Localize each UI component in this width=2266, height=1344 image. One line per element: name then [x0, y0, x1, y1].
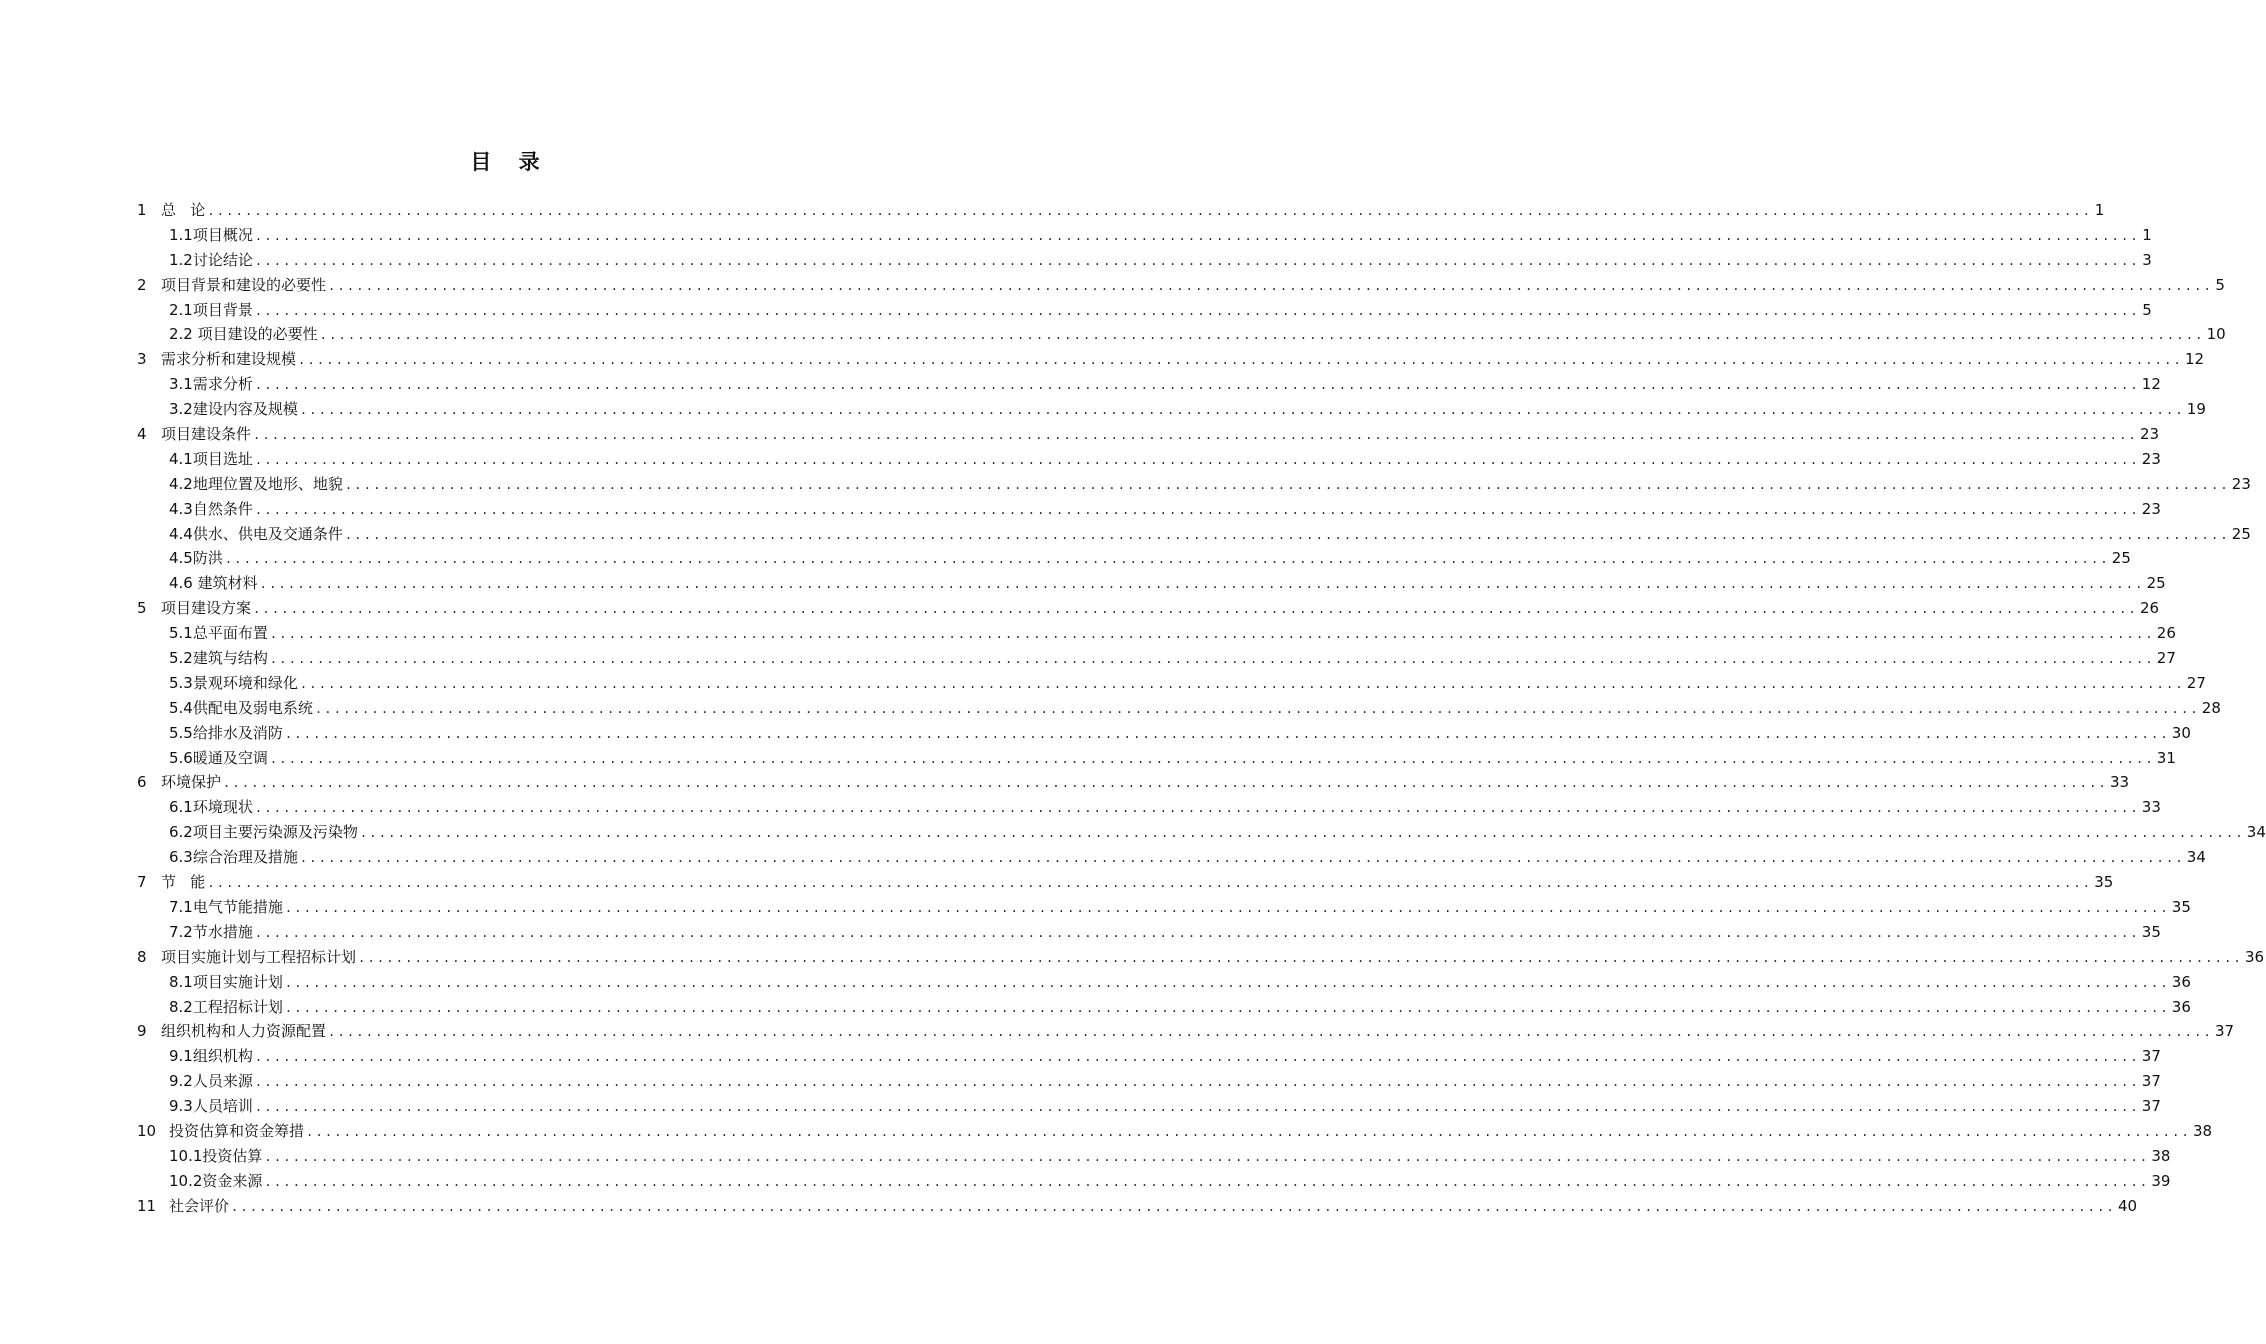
toc-leader-dots: ........................................................................................................................................................................................................ — [254, 303, 2140, 318]
toc-entry-title: 工程招标计划 — [192, 997, 283, 1016]
toc-entry-number: 5.1 — [169, 624, 193, 643]
toc-entry-number: 6 — [137, 773, 147, 792]
toc-section-entry[interactable] — [137, 746, 2176, 771]
toc-entry-number: 8 — [137, 947, 147, 966]
toc-entry-number: 6.2 — [169, 823, 193, 842]
toc-page-number: 19 — [2186, 400, 2206, 419]
toc-leader-dots: ........................................................................................................................................................................................................ — [358, 950, 2243, 965]
toc-entry-title: 人员培训 — [192, 1097, 253, 1116]
toc-entry-number: 4.3 — [169, 499, 193, 518]
toc-entry-title: 环境现状 — [192, 798, 253, 817]
toc-leader-dots: ........................................................................................................................................................................................................ — [254, 378, 2140, 393]
toc-section-entry[interactable] — [137, 795, 2161, 820]
toc-page-number: 23 — [2141, 449, 2161, 468]
toc-section-entry[interactable] — [137, 696, 2221, 721]
toc-section-entry[interactable] — [137, 397, 2206, 422]
toc-section-entry[interactable] — [137, 995, 2191, 1020]
toc-page-number: 26 — [2156, 624, 2176, 643]
toc-entry-number: 9.1 — [169, 1047, 193, 1066]
toc-entry-title: 自然条件 — [192, 499, 253, 518]
toc-chapter-entry[interactable] — [137, 422, 2160, 447]
toc-entry-title: 防洪 — [192, 549, 223, 568]
toc-leader-dots: ........................................................................................................................................................................................................ — [284, 726, 2170, 741]
toc-entry-title: 建筑材料 — [192, 574, 258, 593]
toc-section-entry[interactable] — [137, 522, 2251, 547]
toc-leader-dots: ........................................................................................................................................................................................................ — [306, 1124, 2191, 1139]
toc-chapter-entry[interactable] — [137, 198, 2105, 223]
toc-entry-title: 项目实施计划 — [192, 972, 283, 991]
toc-page-number: 33 — [2109, 773, 2130, 792]
toc-leader-dots: ........................................................................................................................................................................................................ — [284, 900, 2170, 915]
toc-leader-dots: ........................................................................................................................................................................................................ — [264, 1149, 2150, 1164]
toc-section-entry[interactable] — [137, 546, 2131, 571]
toc-section-entry[interactable] — [137, 497, 2161, 522]
toc-entry-title: 社会评价 — [169, 1196, 230, 1215]
toc-section-entry[interactable] — [137, 298, 2152, 323]
toc-section-entry[interactable] — [137, 621, 2176, 646]
toc-entry-title: 需求分析 — [192, 375, 253, 394]
toc-page-number: 30 — [2171, 723, 2191, 742]
toc-page-number: 27 — [2186, 673, 2206, 692]
toc-entry-title: 人员来源 — [192, 1072, 253, 1091]
toc-entry-title: 项目概况 — [192, 225, 253, 244]
toc-page-number: 34 — [2246, 823, 2266, 842]
toc-section-entry[interactable] — [137, 248, 2152, 273]
toc-page-number: 39 — [2151, 1171, 2171, 1190]
toc-entry-title: 环境保护 — [161, 773, 222, 792]
toc-entry-title: 供配电及弱电系统 — [192, 698, 313, 717]
toc-page-number: 35 — [2171, 897, 2191, 916]
toc-entry-number: 3 — [137, 350, 147, 369]
toc-page-number: 5 — [2215, 275, 2225, 294]
toc-leader-dots: ........................................................................................................................................................................................................ — [254, 228, 2140, 243]
toc-section-entry[interactable] — [137, 1169, 2171, 1194]
toc-leader-dots: ........................................................................................................................................................................................................ — [254, 925, 2140, 940]
toc-page-number: 12 — [2141, 375, 2161, 394]
toc-entry-title: 资金来源 — [202, 1171, 263, 1190]
toc-leader-dots: ........................................................................................................................................................................................................ — [319, 328, 2205, 343]
toc-entry-number: 2.1 — [169, 300, 193, 319]
toc-entry-number: 4 — [137, 425, 147, 444]
toc-page-number: 3 — [2142, 250, 2152, 269]
toc-entry-number: 5 — [137, 599, 147, 618]
toc-entry-number: 4.1 — [169, 449, 193, 468]
toc-leader-dots: ........................................................................................................................................................................................................ — [344, 477, 2230, 492]
toc-entry-title: 组织机构和人力资源配置 — [161, 1022, 327, 1041]
toc-entry-number: 4.4 — [169, 524, 193, 543]
toc-leader-dots: ........................................................................................................................................................................................................ — [254, 1050, 2140, 1065]
toc-chapter-entry[interactable] — [137, 870, 2114, 895]
toc-entry-number: 10.2 — [169, 1171, 203, 1190]
toc-entry-number: 4.2 — [169, 474, 193, 493]
toc-entry-number: 7.2 — [169, 922, 193, 941]
toc-leader-dots: ........................................................................................................................................................................................................ — [224, 552, 2110, 567]
toc-section-entry[interactable] — [137, 322, 2226, 347]
toc-entry-number: 9.2 — [169, 1072, 193, 1091]
toc-page-number: 38 — [2192, 1121, 2213, 1140]
toc-section-entry[interactable] — [137, 571, 2166, 596]
toc-entry-title: 建筑与结构 — [192, 649, 268, 668]
table-of-contents — [137, 198, 2266, 1219]
toc-leader-dots: ........................................................................................................................................................................................................ — [231, 1199, 2116, 1214]
toc-leader-dots: ........................................................................................................................................................................................................ — [299, 851, 2185, 866]
toc-entry-number: 7.1 — [169, 897, 193, 916]
toc-leader-dots: ........................................................................................................................................................................................................ — [253, 602, 2138, 617]
toc-page-number: 27 — [2156, 649, 2176, 668]
toc-entry-number: 8.2 — [169, 997, 193, 1016]
toc-page-number: 36 — [2171, 972, 2191, 991]
toc-entry-number: 5.4 — [169, 698, 193, 717]
toc-entry-number: 4.5 — [169, 549, 193, 568]
toc-leader-dots: ........................................................................................................................................................................................................ — [254, 801, 2140, 816]
toc-page-number: 1 — [2094, 201, 2105, 219]
toc-entry-title: 组织机构 — [192, 1047, 253, 1066]
toc-page-number: 23 — [2139, 425, 2160, 444]
toc-entry-number: 10 — [137, 1121, 157, 1140]
toc-entry-title: 供水、供电及交通条件 — [192, 524, 343, 543]
toc-section-entry[interactable] — [137, 472, 2251, 497]
toc-section-entry[interactable] — [137, 447, 2161, 472]
toc-entry-number: 9.3 — [169, 1097, 193, 1116]
toc-leader-dots: ........................................................................................................................................................................................................ — [254, 502, 2140, 517]
toc-entry-number: 3.2 — [169, 400, 193, 419]
toc-entry-title: 项目建设方案 — [161, 599, 252, 618]
toc-leader-dots: ........................................................................................................................................................................................................ — [269, 751, 2155, 766]
toc-leader-dots: ........................................................................................................................................................................................................ — [264, 1174, 2150, 1189]
toc-entry-title: 需求分析和建设规模 — [161, 350, 297, 369]
toc-entry-title: 综合治理及措施 — [192, 848, 298, 867]
toc-section-entry[interactable] — [137, 1094, 2161, 1119]
toc-entry-title: 投资估算 — [202, 1146, 263, 1165]
toc-page-number: 35 — [2141, 922, 2161, 941]
toc-entry-title: 景观环境和绿化 — [192, 673, 298, 692]
toc-entry-title: 项目实施计划与工程招标计划 — [161, 947, 357, 966]
toc-entry-number: 7 — [137, 873, 147, 892]
toc-entry-number: 4.6 — [169, 574, 193, 593]
toc-page-number: 37 — [2141, 1097, 2161, 1116]
toc-entry-title: 项目背景 — [192, 300, 253, 319]
toc-page-number: 10 — [2206, 325, 2226, 344]
toc-page-number: 12 — [2184, 350, 2205, 369]
toc-entry-title: 节 能 — [161, 873, 206, 892]
toc-page-number: 37 — [2141, 1047, 2161, 1066]
toc-entry-title: 给排水及消防 — [192, 723, 283, 742]
toc-page-number: 33 — [2141, 798, 2161, 817]
toc-section-entry[interactable] — [137, 372, 2161, 397]
toc-entry-number: 6.3 — [169, 848, 193, 867]
toc-page-number: 28 — [2201, 698, 2221, 717]
toc-entry-title: 项目选址 — [192, 449, 253, 468]
toc-page-number: 37 — [2141, 1072, 2161, 1091]
toc-entry-title: 项目建设条件 — [161, 425, 252, 444]
toc-leader-dots: ........................................................................................................................................................................................................ — [299, 403, 2185, 418]
page-title: 目 录 — [470, 150, 550, 174]
toc-page-number: 23 — [2141, 499, 2161, 518]
toc-leader-dots: ........................................................................................................................................................................................................ — [344, 527, 2230, 542]
toc-leader-dots: ........................................................................................................................................................................................................ — [284, 1000, 2170, 1015]
toc-leader-dots: ........................................................................................................................................................................................................ — [359, 826, 2245, 841]
toc-entry-title: 项目主要污染源及污染物 — [192, 823, 358, 842]
toc-leader-dots: ........................................................................................................................................................................................................ — [269, 627, 2155, 642]
toc-entry-number: 6.1 — [169, 798, 193, 817]
toc-leader-dots: ........................................................................................................................................................................................................ — [207, 204, 2093, 218]
toc-entry-title: 总平面布置 — [192, 624, 268, 643]
toc-leader-dots: ........................................................................................................................................................................................................ — [298, 353, 2183, 368]
toc-chapter-entry[interactable] — [137, 347, 2205, 372]
toc-chapter-entry[interactable] — [137, 770, 2130, 795]
toc-chapter-entry[interactable] — [137, 273, 2225, 298]
toc-entry-title: 建设内容及规模 — [192, 400, 298, 419]
toc-leader-dots: ........................................................................................................................................................................................................ — [314, 701, 2200, 716]
toc-page-number: 25 — [2111, 549, 2131, 568]
toc-page-number: 36 — [2171, 997, 2191, 1016]
toc-section-entry[interactable] — [137, 845, 2206, 870]
toc-entry-title: 总 论 — [161, 201, 206, 219]
toc-leader-dots: ........................................................................................................................................................................................................ — [259, 577, 2145, 592]
toc-entry-title: 讨论结论 — [192, 250, 253, 269]
toc-entry-number: 1 — [137, 201, 147, 219]
toc-entry-number: 5.2 — [169, 649, 193, 668]
toc-leader-dots: ........................................................................................................................................................................................................ — [269, 652, 2155, 667]
toc-section-entry[interactable] — [137, 1044, 2161, 1069]
toc-chapter-entry[interactable] — [137, 1119, 2213, 1144]
toc-page-number: 40 — [2117, 1196, 2138, 1215]
toc-section-entry[interactable] — [137, 671, 2206, 696]
toc-leader-dots: ........................................................................................................................................................................................................ — [284, 975, 2170, 990]
toc-entry-number: 8.1 — [169, 972, 193, 991]
toc-leader-dots: ........................................................................................................................................................................................................ — [254, 253, 2140, 268]
toc-section-entry[interactable] — [137, 1069, 2161, 1094]
toc-page-number: 35 — [2094, 873, 2114, 892]
toc-page-number: 23 — [2231, 474, 2251, 493]
toc-entry-title: 投资估算和资金筹措 — [169, 1121, 305, 1140]
toc-page-number: 31 — [2156, 748, 2176, 767]
toc-entry-title: 地理位置及地形、地貌 — [192, 474, 343, 493]
toc-page-number: 1 — [2142, 225, 2152, 244]
toc-entry-number: 1.2 — [169, 250, 193, 269]
toc-page-number: 5 — [2142, 300, 2152, 319]
toc-entry-title: 暖通及空调 — [192, 748, 268, 767]
toc-entry-number: 10.1 — [169, 1146, 203, 1165]
toc-leader-dots: ........................................................................................................................................................................................................ — [328, 1025, 2213, 1040]
toc-entry-number: 2 — [137, 275, 147, 294]
toc-section-entry[interactable] — [137, 721, 2191, 746]
toc-entry-number: 1.1 — [169, 225, 193, 244]
toc-entry-number: 5.6 — [169, 748, 193, 767]
toc-page-number: 25 — [2146, 574, 2166, 593]
toc-leader-dots: ........................................................................................................................................................................................................ — [254, 1100, 2140, 1115]
toc-entry-title: 节水措施 — [192, 922, 253, 941]
toc-page-number: 36 — [2244, 947, 2265, 966]
toc-section-entry[interactable] — [137, 646, 2176, 671]
toc-chapter-entry[interactable] — [137, 1019, 2235, 1044]
toc-chapter-entry[interactable] — [137, 945, 2265, 970]
toc-page-number: 34 — [2186, 848, 2206, 867]
toc-leader-dots: ........................................................................................................................................................................................................ — [254, 1075, 2140, 1090]
toc-section-entry[interactable] — [137, 1144, 2171, 1169]
toc-section-entry[interactable] — [137, 223, 2152, 248]
toc-entry-number: 3.1 — [169, 375, 193, 394]
toc-entry-title: 项目背景和建设的必要性 — [161, 275, 327, 294]
toc-section-entry[interactable] — [137, 970, 2191, 995]
toc-entry-number: 11 — [137, 1196, 157, 1215]
toc-leader-dots: ........................................................................................................................................................................................................ — [328, 278, 2213, 293]
toc-page-number: 38 — [2151, 1146, 2171, 1165]
toc-entry-number: 5.5 — [169, 723, 193, 742]
toc-leader-dots: ........................................................................................................................................................................................................ — [253, 428, 2138, 443]
toc-entry-title: 项目建设的必要性 — [192, 325, 318, 344]
toc-chapter-entry[interactable] — [137, 1194, 2138, 1219]
toc-page-number: 25 — [2231, 524, 2251, 543]
toc-chapter-entry[interactable] — [137, 596, 2160, 621]
toc-page-number: 26 — [2139, 599, 2160, 618]
toc-leader-dots: ........................................................................................................................................................................................................ — [223, 776, 2108, 791]
toc-page-number: 37 — [2214, 1022, 2235, 1041]
toc-leader-dots: ........................................................................................................................................................................................................ — [299, 676, 2185, 691]
toc-section-entry[interactable] — [137, 920, 2161, 945]
toc-entry-number: 9 — [137, 1022, 147, 1041]
toc-leader-dots: ........................................................................................................................................................................................................ — [207, 876, 2093, 891]
toc-section-entry[interactable] — [137, 820, 2266, 845]
toc-entry-title: 电气节能措施 — [192, 897, 283, 916]
toc-entry-number: 2.2 — [169, 325, 193, 344]
toc-leader-dots: ........................................................................................................................................................................................................ — [254, 452, 2140, 467]
toc-entry-number: 5.3 — [169, 673, 193, 692]
toc-section-entry[interactable] — [137, 895, 2191, 920]
